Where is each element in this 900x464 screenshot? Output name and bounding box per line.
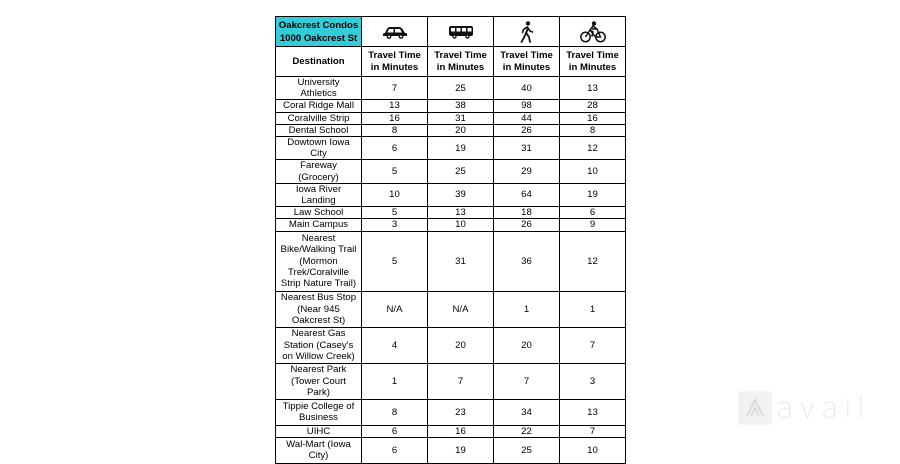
bike-time-cell: 9 [560, 219, 626, 231]
destination-cell: Law School [276, 207, 362, 219]
car-time-cell: 6 [362, 437, 428, 463]
car-time-cell: 13 [362, 100, 428, 112]
bike-time-cell: 28 [560, 100, 626, 112]
bus-time-cell: 20 [428, 124, 494, 136]
car-time-cell: N/A [362, 291, 428, 327]
car-column-icon-cell [362, 17, 428, 47]
table-row [276, 137, 626, 160]
bus-column-icon-cell [428, 17, 494, 47]
destination-cell: Coralville Strip [276, 112, 362, 124]
car-time-cell: 5 [362, 160, 428, 183]
car-time-cell: 6 [362, 137, 428, 160]
bus-time-cell: 10 [428, 219, 494, 231]
bus-time-cell: 38 [428, 100, 494, 112]
car-time-cell: 7 [362, 77, 428, 100]
bike-time-cell: 7 [560, 425, 626, 437]
bike-time-cell: 1 [560, 291, 626, 327]
bike-time-cell: 7 [560, 327, 626, 363]
bus-time-cell: 23 [428, 399, 494, 425]
table-row [276, 100, 626, 112]
table-row [276, 291, 626, 327]
walk-time-cell: 64 [494, 183, 560, 206]
walking-icon [519, 21, 535, 43]
walk-time-cell: 26 [494, 219, 560, 231]
destination-cell: Nearest Bus Stop (Near 945 Oakcrest St) [276, 291, 362, 327]
car-time-cell: 16 [362, 112, 428, 124]
bus-time-cell: 19 [428, 437, 494, 463]
bus-travel-time-header: Travel Time in Minutes [428, 47, 494, 77]
bus-time-cell: 25 [428, 77, 494, 100]
table-body [276, 77, 626, 464]
car-time-cell: 4 [362, 327, 428, 363]
bike-time-cell: 13 [560, 77, 626, 100]
table-row [276, 112, 626, 124]
destination-cell: Iowa River Landing [276, 183, 362, 206]
bike-time-cell: 13 [560, 399, 626, 425]
walk-time-cell: 44 [494, 112, 560, 124]
destination-cell: Coral Ridge Mall [276, 100, 362, 112]
car-time-cell: 8 [362, 124, 428, 136]
car-travel-time-header: Travel Time in Minutes [362, 47, 428, 77]
bike-time-cell: 6 [560, 207, 626, 219]
bicycle-icon [580, 21, 606, 43]
bus-time-cell: 31 [428, 231, 494, 291]
avail-watermark [738, 388, 900, 427]
avail-wordmark: avail [776, 390, 870, 425]
bike-time-cell: 3 [560, 363, 626, 399]
table-row [276, 124, 626, 136]
bus-time-cell: 13 [428, 207, 494, 219]
car-time-cell: 3 [362, 219, 428, 231]
walk-time-cell: 18 [494, 207, 560, 219]
destination-cell: Dental School [276, 124, 362, 136]
table-row [276, 160, 626, 183]
walk-time-cell: 29 [494, 160, 560, 183]
bike-travel-time-header: Travel Time in Minutes [560, 47, 626, 77]
bus-icon [448, 24, 474, 40]
walk-time-cell: 40 [494, 77, 560, 100]
bus-time-cell: 7 [428, 363, 494, 399]
bus-time-cell: 31 [428, 112, 494, 124]
car-time-cell: 1 [362, 363, 428, 399]
walk-time-cell: 31 [494, 137, 560, 160]
walk-time-cell: 34 [494, 399, 560, 425]
property-title-cell [276, 17, 362, 47]
bike-time-cell: 16 [560, 112, 626, 124]
bus-time-cell: 25 [428, 160, 494, 183]
walk-time-cell: 25 [494, 437, 560, 463]
bus-time-cell: 20 [428, 327, 494, 363]
destination-cell: Nearest Park (Tower Court Park) [276, 363, 362, 399]
car-icon [382, 24, 408, 40]
bike-column-icon-cell [560, 17, 626, 47]
destination-cell: Wal-Mart (Iowa City) [276, 437, 362, 463]
table-row [276, 183, 626, 206]
avail-logo-icon [738, 391, 772, 425]
car-time-cell: 8 [362, 399, 428, 425]
walk-time-cell: 1 [494, 291, 560, 327]
destination-cell: Dowtown Iowa City [276, 137, 362, 160]
car-time-cell: 10 [362, 183, 428, 206]
car-time-cell: 5 [362, 207, 428, 219]
bike-time-cell: 12 [560, 137, 626, 160]
destination-cell: Fareway (Grocery) [276, 160, 362, 183]
destination-cell: Nearest Gas Station (Casey's on Willow Creek) [276, 327, 362, 363]
bus-time-cell: 16 [428, 425, 494, 437]
walk-time-cell: 26 [494, 124, 560, 136]
header-icon-row [276, 17, 626, 47]
table-row [276, 77, 626, 100]
walk-travel-time-header: Travel Time in Minutes [494, 47, 560, 77]
destination-header: Destination [276, 47, 362, 77]
walk-time-cell: 36 [494, 231, 560, 291]
bus-time-cell: 19 [428, 137, 494, 160]
table-row [276, 327, 626, 363]
bike-time-cell: 8 [560, 124, 626, 136]
property-name: Oakcrest Condos [278, 19, 359, 31]
table-row [276, 437, 626, 463]
destination-cell: Tippie College of Business [276, 399, 362, 425]
walk-time-cell: 7 [494, 363, 560, 399]
column-header-row [276, 47, 626, 77]
car-time-cell: 5 [362, 231, 428, 291]
bike-time-cell: 19 [560, 183, 626, 206]
bike-time-cell: 12 [560, 231, 626, 291]
walk-column-icon-cell [494, 17, 560, 47]
bus-time-cell: N/A [428, 291, 494, 327]
destination-cell: Nearest Bike/Walking Trail (Mormon Trek/Coralville Strip Nature Trail) [276, 231, 362, 291]
table-row [276, 219, 626, 231]
destination-cell: Main Campus [276, 219, 362, 231]
table-row [276, 363, 626, 399]
bike-time-cell: 10 [560, 160, 626, 183]
car-time-cell: 6 [362, 425, 428, 437]
destination-cell: University Athletics [276, 77, 362, 100]
table-row [276, 399, 626, 425]
table-row [276, 231, 626, 291]
walk-time-cell: 98 [494, 100, 560, 112]
bike-time-cell: 10 [560, 437, 626, 463]
bus-time-cell: 39 [428, 183, 494, 206]
walk-time-cell: 20 [494, 327, 560, 363]
travel-time-table [275, 16, 626, 464]
property-address: 1000 Oakcrest St [279, 32, 358, 44]
walk-time-cell: 22 [494, 425, 560, 437]
table-row [276, 207, 626, 219]
destination-cell: UIHC [276, 425, 362, 437]
